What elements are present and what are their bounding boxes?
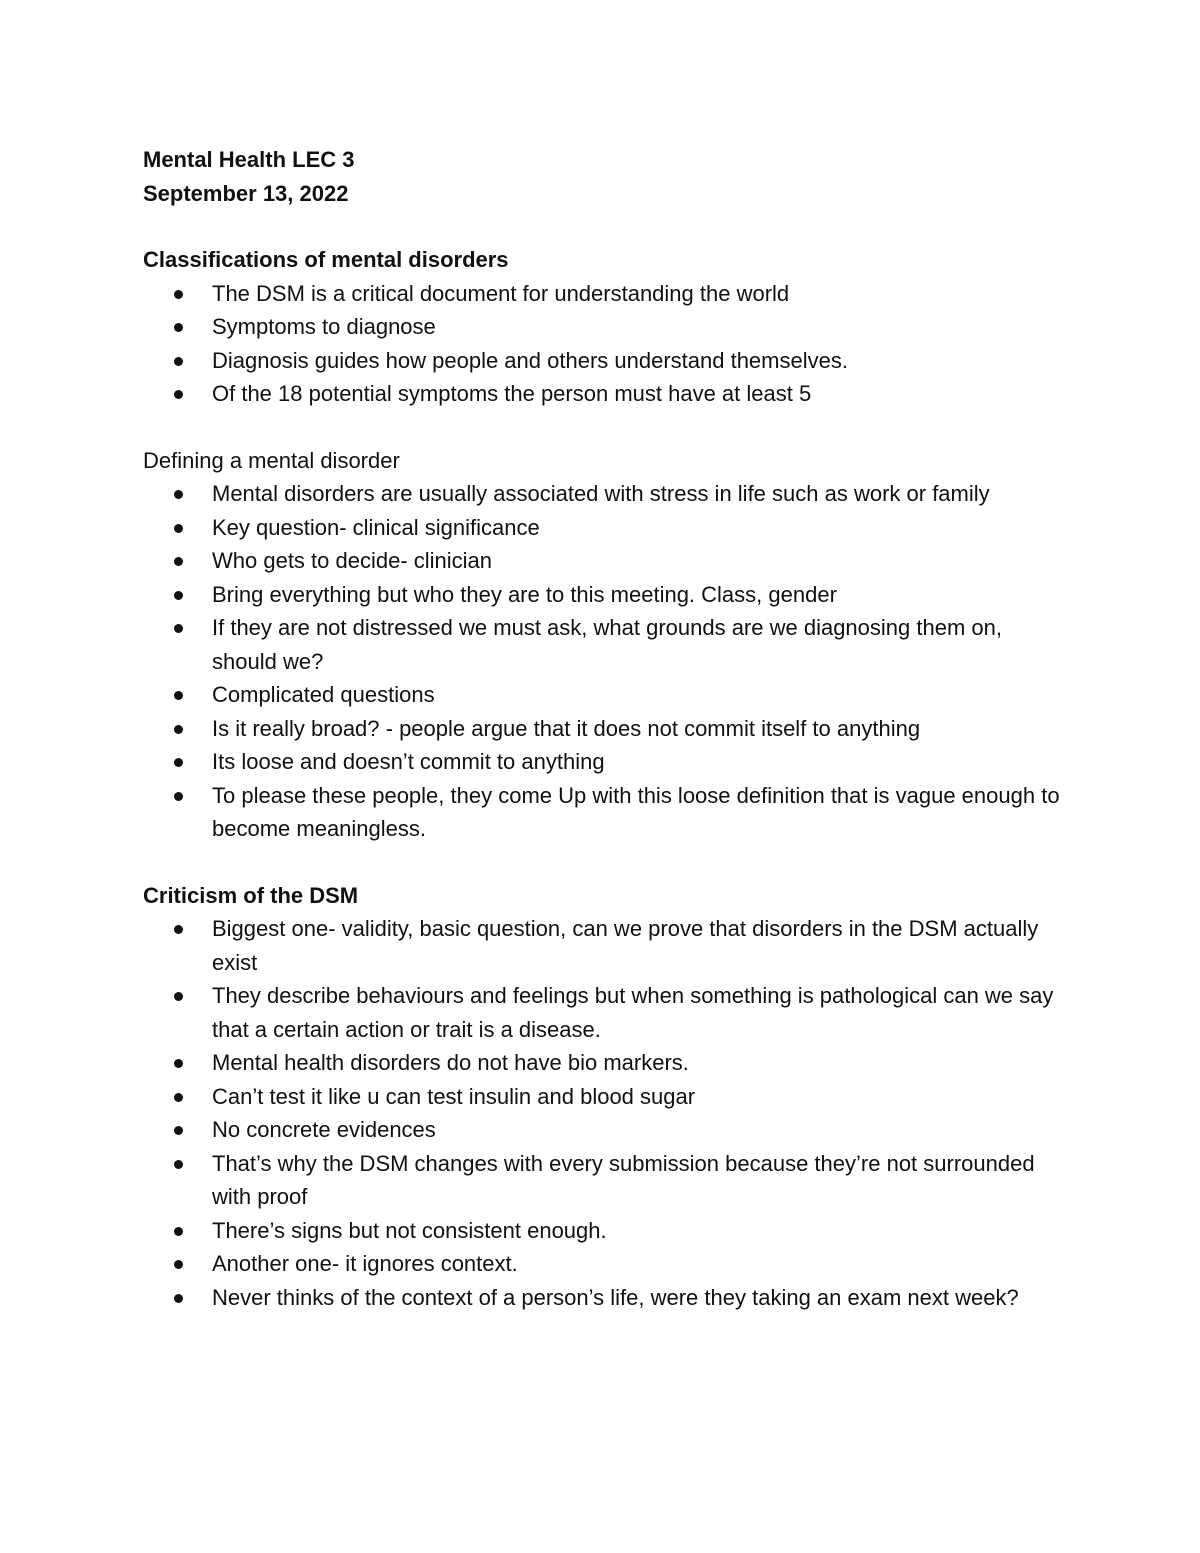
bullet-list bbox=[143, 477, 1103, 846]
list-item bbox=[143, 377, 1103, 411]
list-item-text: If they are not distressed we must ask, what grounds are we diagnosing them on, should we? bbox=[212, 615, 1002, 674]
list-item-text: Mental disorders are usually associated with stress in life such as work or family bbox=[212, 481, 990, 506]
list-item bbox=[143, 1080, 1103, 1114]
list-item-text: That’s why the DSM changes with every submission because they’re not surrounded with proof bbox=[212, 1150, 1035, 1209]
bullet-icon bbox=[174, 1059, 183, 1068]
bullet-list bbox=[143, 277, 1103, 411]
list-item bbox=[143, 745, 1103, 779]
list-item bbox=[143, 712, 1103, 746]
bullet-icon bbox=[174, 557, 183, 566]
bullet-icon bbox=[174, 390, 183, 399]
list-item-text: Is it really broad? - people argue that it does not commit itself to anything bbox=[212, 715, 921, 741]
bullet-icon bbox=[174, 591, 183, 600]
bullet-icon bbox=[174, 1093, 183, 1102]
list-item bbox=[143, 511, 1103, 545]
bullet-icon bbox=[174, 691, 183, 700]
list-item-text: To please these people, they come Up with this loose definition that is vague enough to become meaningless. bbox=[212, 782, 1060, 841]
list-item bbox=[143, 1046, 1103, 1080]
list-item-text: Complicated questions bbox=[212, 682, 435, 707]
bullet-icon bbox=[174, 1294, 183, 1303]
list-item bbox=[143, 1113, 1103, 1147]
section-heading: Classifications of mental disorders bbox=[143, 247, 509, 272]
list-item-text: Biggest one- validity, basic question, can we prove that disorders in the DSM actually exist bbox=[212, 916, 1039, 975]
list-item bbox=[143, 277, 1103, 311]
list-item-text: Symptoms to diagnose bbox=[212, 314, 436, 339]
list-item bbox=[143, 477, 1103, 511]
list-item bbox=[143, 578, 1103, 612]
bullet-icon bbox=[174, 725, 183, 734]
document-date: September 13, 2022 bbox=[143, 180, 349, 206]
bullet-icon bbox=[174, 1227, 183, 1236]
list-item-text: Of the 18 potential symptoms the person must have at least 5 bbox=[212, 381, 812, 406]
list-item-text: There’s signs but not consistent enough. bbox=[212, 1217, 607, 1243]
list-item bbox=[143, 979, 1103, 1046]
bullet-icon bbox=[174, 624, 183, 633]
document-page bbox=[143, 143, 1103, 1314]
list-item-text: Diagnosis guides how people and others understand themselves. bbox=[212, 347, 848, 373]
bullet-icon bbox=[174, 1160, 183, 1169]
list-item bbox=[143, 779, 1103, 846]
list-item-text: Key question- clinical significance bbox=[212, 514, 540, 540]
list-item bbox=[143, 344, 1103, 378]
bullet-icon bbox=[174, 1260, 183, 1269]
bullet-icon bbox=[174, 490, 183, 499]
list-item bbox=[143, 1281, 1103, 1315]
list-item-text: Another one- it ignores context. bbox=[212, 1251, 518, 1276]
list-item-text: Never thinks of the context of a person’s life, were they taking an exam next week? bbox=[212, 1284, 1019, 1310]
list-item-text: Who gets to decide- clinician bbox=[212, 548, 493, 573]
list-item bbox=[143, 310, 1103, 344]
list-item-text: Mental health disorders do not have bio markers. bbox=[212, 1050, 689, 1075]
section-classifications bbox=[143, 243, 1103, 411]
list-item bbox=[143, 1214, 1103, 1248]
bullet-icon bbox=[174, 323, 183, 332]
list-item bbox=[143, 912, 1103, 979]
list-item-text: Bring everything but who they are to this meeting. Class, gender bbox=[212, 581, 837, 607]
list-item-text: The DSM is a critical document for understanding the world bbox=[212, 280, 790, 306]
bullet-list bbox=[143, 912, 1103, 1314]
bullet-icon bbox=[174, 1126, 183, 1135]
bullet-icon bbox=[174, 992, 183, 1001]
list-item bbox=[143, 678, 1103, 712]
section-defining bbox=[143, 444, 1103, 846]
list-item bbox=[143, 1247, 1103, 1281]
list-item-text: Its loose and doesn’t commit to anything bbox=[212, 749, 605, 774]
document-title: Mental Health LEC 3 bbox=[143, 147, 355, 172]
list-item-text: Can’t test it like u can test insulin and blood sugar bbox=[212, 1083, 696, 1109]
list-item bbox=[143, 1147, 1103, 1214]
list-item bbox=[143, 544, 1103, 578]
bullet-icon bbox=[174, 758, 183, 767]
bullet-icon bbox=[174, 925, 183, 934]
list-item-text: They describe behaviours and feelings but when something is pathological can we say that a certain action or trait is a disease. bbox=[212, 983, 1054, 1042]
section-heading: Defining a mental disorder bbox=[143, 447, 400, 473]
section-criticism bbox=[143, 879, 1103, 1315]
bullet-icon bbox=[174, 290, 183, 299]
bullet-icon bbox=[174, 357, 183, 366]
bullet-icon bbox=[174, 792, 183, 801]
list-item bbox=[143, 611, 1103, 678]
bullet-icon bbox=[174, 524, 183, 533]
section-heading: Criticism of the DSM bbox=[143, 882, 359, 908]
list-item-text: No concrete evidences bbox=[212, 1117, 436, 1142]
